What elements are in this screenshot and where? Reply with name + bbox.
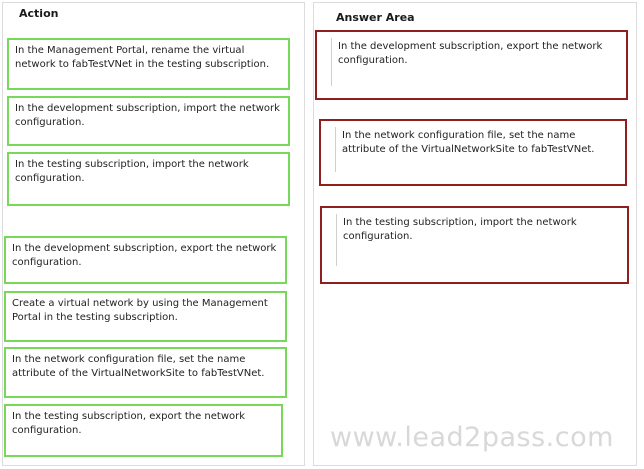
answer-slot-1[interactable] <box>315 30 628 100</box>
action-item-text: In the testing subscription, export the network configuration. <box>12 411 246 436</box>
action-item-text: Create a virtual network by using the Management Portal in the testing subscription. <box>12 298 268 323</box>
action-item-set-name-attribute[interactable] <box>4 347 287 398</box>
action-item-create-vnet[interactable] <box>4 291 287 342</box>
action-item-testing-import[interactable] <box>7 152 290 206</box>
answer-slot-3[interactable] <box>320 206 629 284</box>
action-item-text: In the development subscription, export the network configuration. <box>12 243 277 268</box>
action-item-text: In the Management Portal, rename the virtual network to fabTestVNet in the testing subscription. <box>15 45 270 70</box>
action-item-dev-export[interactable] <box>4 236 287 284</box>
action-panel-title: Action <box>19 7 59 20</box>
action-item-text: In the network configuration file, set the name attribute of the VirtualNetworkSite to fabTestVNet. <box>12 354 265 379</box>
action-item-dev-import[interactable] <box>7 96 290 146</box>
answer-slot-text: In the testing subscription, import the network configuration. <box>336 214 613 266</box>
answer-slot-text: In the development subscription, export the network configuration. <box>331 38 612 86</box>
answer-slot-text: In the network configuration file, set the name attribute of the VirtualNetworkSite to fabTestVNet. <box>335 127 611 172</box>
watermark: www.lead2pass.com <box>330 422 614 453</box>
action-item-text: In the testing subscription, import the network configuration. <box>15 159 249 184</box>
answer-area-title: Answer Area <box>336 11 415 24</box>
action-item-testing-export[interactable] <box>4 404 283 457</box>
answer-slot-2[interactable] <box>319 119 627 186</box>
action-item-text: In the development subscription, import the network configuration. <box>15 103 280 128</box>
action-item-rename-vnet[interactable] <box>7 38 290 90</box>
